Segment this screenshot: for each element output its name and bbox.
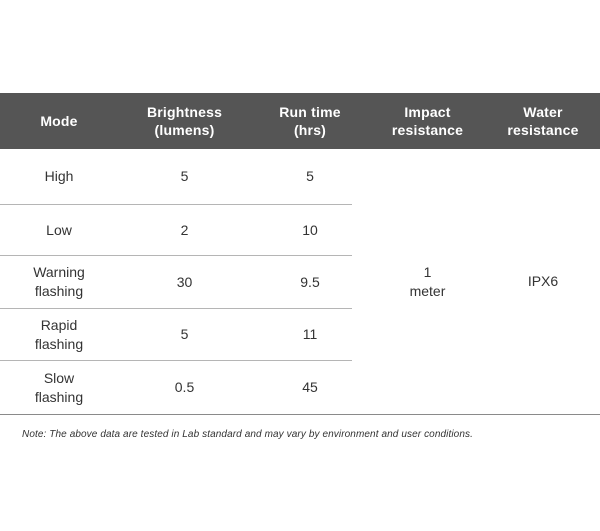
runtime-cell: 11 bbox=[302, 326, 318, 342]
brightness-cell: 2 bbox=[180, 221, 189, 238]
runtime-cell: 9.5 bbox=[300, 273, 320, 290]
table-row bbox=[0, 361, 352, 414]
impact-resistance-cell: 1 meter bbox=[409, 263, 446, 299]
mode-cell: Low bbox=[46, 221, 72, 238]
runtime-cell: 5 bbox=[306, 168, 314, 184]
header-brightness: Brightness (lumens) bbox=[146, 104, 223, 138]
table-header bbox=[0, 93, 600, 149]
mode-cell: Rapid flashing bbox=[34, 316, 84, 352]
brightness-cell: 5 bbox=[180, 168, 189, 184]
spec-table bbox=[0, 93, 600, 415]
runtime-cell: 10 bbox=[302, 221, 318, 238]
table-row bbox=[0, 149, 352, 204]
table-row bbox=[0, 256, 352, 308]
brightness-cell: 30 bbox=[176, 273, 193, 290]
water-resistance-cell: IPX6 bbox=[527, 273, 559, 289]
table-body bbox=[0, 149, 600, 415]
mode-cell: Slow flashing bbox=[34, 369, 84, 405]
brightness-cell: 0.5 bbox=[174, 379, 195, 395]
table-row bbox=[0, 309, 352, 360]
runtime-cell: 45 bbox=[302, 379, 318, 395]
mode-cell: High bbox=[44, 168, 74, 184]
mode-cell: Warning flashing bbox=[33, 264, 85, 299]
header-mode: Mode bbox=[40, 113, 78, 129]
table-row bbox=[0, 205, 352, 255]
header-water-resistance: Water resistance bbox=[507, 104, 579, 138]
brightness-cell: 5 bbox=[180, 326, 189, 342]
footnote: Note: The above data are tested in Lab standard and may vary by environment and user conditions. bbox=[22, 429, 473, 440]
header-run-time: Run time (hrs) bbox=[279, 104, 341, 138]
header-impact-resistance: Impact resistance bbox=[391, 104, 464, 138]
